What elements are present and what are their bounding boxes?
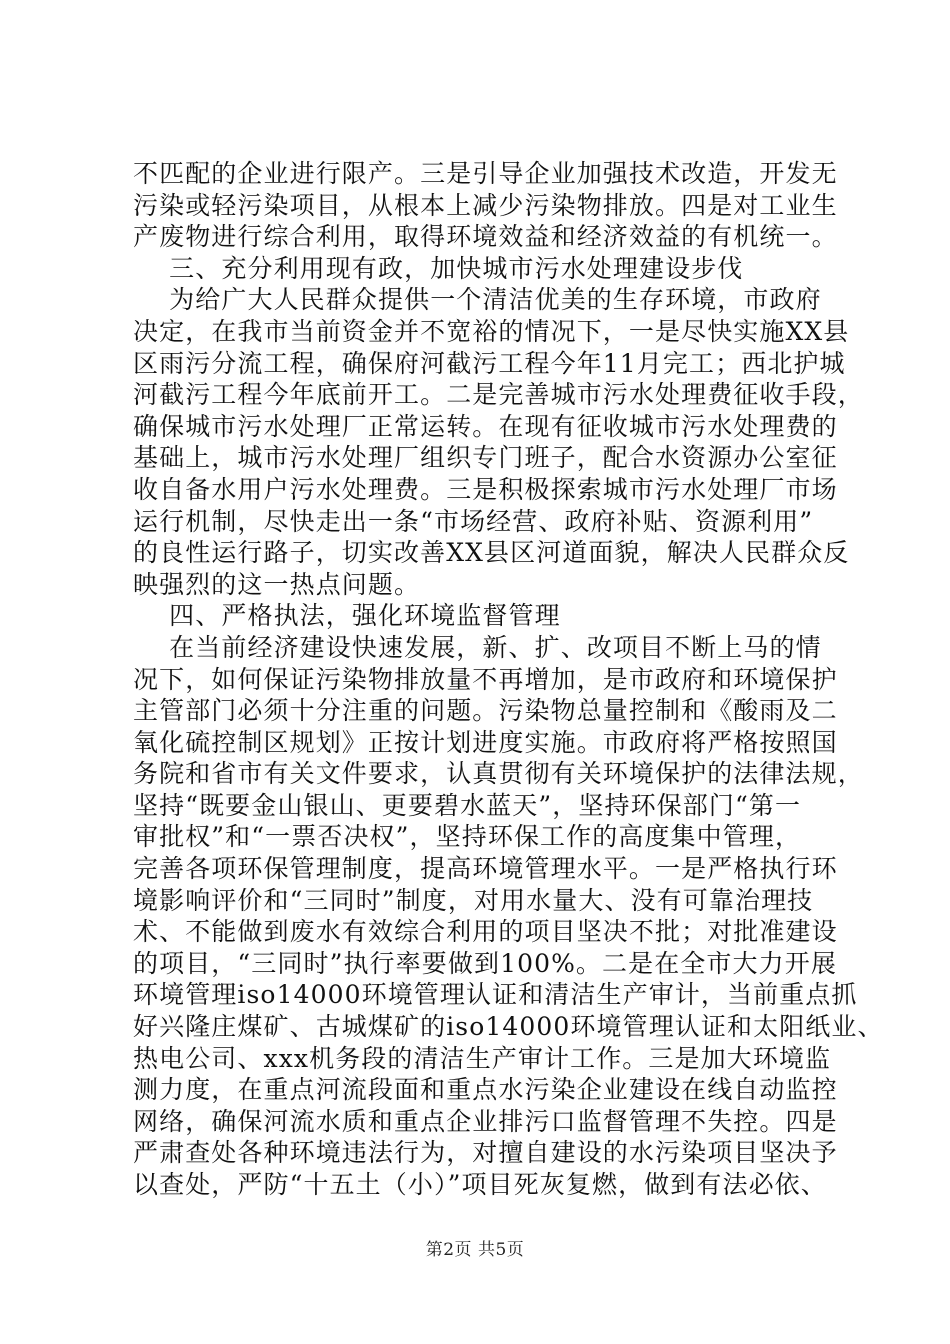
paragraph-first-line: 为给广大人民群众提供一个清洁优美的生存环境，市政府: [133, 285, 822, 315]
text-line: 测力度，在重点河流段面和重点水污染企业建设在线自动监控: [133, 1075, 838, 1105]
text-line: 网络，确保河流水质和重点企业排污口监督管理不失控。四是: [133, 1106, 838, 1136]
section-heading: 四、严格执法，强化环境监督管理: [133, 601, 561, 631]
text-line: 污染或轻污染项目，从根本上减少污染物排放。四是对工业生: [133, 190, 838, 220]
text-line: 热电公司、xxx机务段的清洁生产审计工作。三是加大环境监: [133, 1043, 832, 1073]
text-line: 务院和省市有关文件要求，认真贯彻有关环境保护的法律法规，: [133, 759, 864, 789]
text-line: 境影响评价和“三同时”制度，对用水量大、没有可靠治理技: [133, 885, 814, 915]
text-line: 区雨污分流工程，确保府河截污工程今年11月完工；西北护城: [133, 348, 846, 378]
text-line: 不匹配的企业进行限产。三是引导企业加强技术改造，开发无: [133, 159, 838, 188]
document-body: [133, 158, 884, 1201]
text-line: 的项目，“三同时”执行率要做到100%。二是在全市大力开展: [133, 948, 837, 978]
text-line: 好兴隆庄煤矿、古城煤矿的iso14000环境管理认证和太阳纸业、: [133, 1012, 884, 1042]
page-number-footer: 第2页 共5页: [425, 1240, 525, 1260]
paragraph-first-line: 在当前经济建设快速发展，新、扩、改项目不断上马的情: [133, 632, 822, 662]
text-line: 产废物进行综合利用，取得环境效益和经济效益的有机统一。: [133, 222, 838, 252]
text-line: 况下，如何保证污染物排放量不再增加，是市政府和环境保护: [133, 664, 838, 694]
text-line: 严肃查处各种环境违法行为，对擅自建设的水污染项目坚决予: [133, 1138, 838, 1168]
section-heading: 三、充分利用现有政，加快城市污水处理建设步伐: [133, 253, 744, 283]
text-line: 运行机制，尽快走出一条“市场经营、政府补贴、资源利用”: [133, 506, 814, 536]
text-line: 术、不能做到废水有效综合利用的项目坚决不批；对批准建设: [133, 917, 838, 947]
text-line: 的良性运行路子，切实改善XX县区河道面貌，解决人民群众反: [133, 538, 850, 568]
text-line: 完善各项环保管理制度，提高环境管理水平。一是严格执行环: [133, 854, 838, 884]
text-line: 主管部门必须十分注重的问题。污染物总量控制和《酸雨及二: [133, 696, 838, 726]
text-line: 基础上，城市污水处理厂组织专门班子，配合水资源办公室征: [133, 443, 838, 473]
text-line: 河截污工程今年底前开工。二是完善城市污水处理费征收手段，: [133, 380, 864, 410]
text-line: 映强烈的这一热点问题。: [133, 569, 421, 599]
text-line: 氧化硫控制区规划》正按计划进度实施。市政府将严格按照国: [133, 727, 838, 757]
text-line: 决定，在我市当前资金并不宽裕的情况下，一是尽快实施XX县: [133, 316, 850, 346]
text-line: 以查处，严防“十五土（小）”项目死灰复燃，做到有法必依、: [133, 1170, 827, 1199]
text-line: 环境管理iso14000环境管理认证和清洁生产审计，当前重点抓: [133, 980, 858, 1010]
text-line: 确保城市污水处理厂正常运转。在现有征收城市污水处理费的: [133, 411, 838, 441]
text-line: 坚持“既要金山银山、更要碧水蓝天”，坚持环保部门“第一: [133, 790, 802, 820]
text-line: 审批权”和“一票否决权”，坚持环保工作的高度集中管理，: [133, 822, 802, 852]
text-line: 收自备水用户污水处理费。三是积极探索城市污水处理厂市场: [133, 474, 838, 504]
